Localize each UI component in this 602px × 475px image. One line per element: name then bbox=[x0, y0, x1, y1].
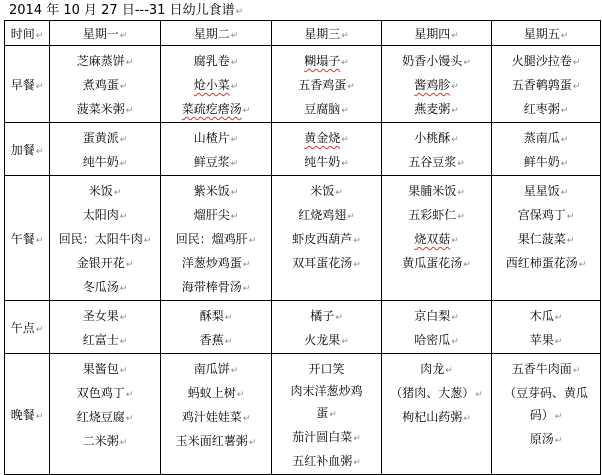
day-header-mon: 星期一↵ bbox=[50, 21, 161, 46]
dish: 腐乳卷↵ bbox=[193, 54, 239, 68]
dish: 蛋黄派↵ bbox=[82, 131, 128, 145]
breakfast-row bbox=[5, 46, 601, 123]
dish: 糊塌子↵ bbox=[304, 54, 349, 68]
dish: 山楂片↵ bbox=[193, 131, 239, 145]
dish: 双耳蛋花汤↵ bbox=[292, 256, 361, 270]
dish: 芝麻蒸饼↵ bbox=[76, 54, 134, 68]
menu-cell bbox=[161, 354, 272, 475]
dish: 五彩虾仁↵ bbox=[408, 208, 465, 222]
dish: 奶香小馒头↵ bbox=[402, 54, 471, 68]
menu-cell bbox=[50, 176, 161, 301]
dish: 回民：太阳牛肉↵ bbox=[58, 232, 152, 246]
dish: 虾皮西葫芦↵ bbox=[292, 232, 361, 246]
menu-table bbox=[4, 20, 601, 475]
dish: 蛋↵ bbox=[316, 406, 337, 420]
afternoon-snack-row bbox=[5, 301, 601, 354]
day-header-thu: 星期四↵ bbox=[382, 21, 492, 46]
dish: 京白梨↵ bbox=[414, 309, 459, 323]
dish: 纯牛奶↵ bbox=[82, 155, 128, 169]
meal-label: 加餐↵ bbox=[5, 123, 50, 176]
dish: 洋葱炒鸡蛋↵ bbox=[181, 256, 251, 270]
dish: 蚂蚁上树↵ bbox=[187, 386, 245, 400]
menu-cell bbox=[50, 46, 161, 123]
dish: 南瓜饼↵ bbox=[193, 362, 239, 376]
snack-row bbox=[5, 123, 601, 176]
menu-cell bbox=[382, 354, 492, 475]
dish: 枸杞山药粥↵ bbox=[402, 410, 471, 424]
dish: 黄瓜蛋花汤↵ bbox=[402, 256, 471, 270]
time-header: 时间↵ bbox=[5, 21, 50, 46]
dish: 纯牛奶↵ bbox=[304, 155, 349, 169]
menu-cell bbox=[382, 46, 492, 123]
dish: 玉米面红薯粥↵ bbox=[175, 434, 257, 448]
dish: 米饭↵ bbox=[310, 184, 343, 198]
dish: 宫保鸡丁↵ bbox=[517, 208, 575, 222]
dish: 米饭↵ bbox=[88, 184, 122, 198]
dish: 开口笑 bbox=[308, 362, 345, 376]
dish: 豆腐脑↵ bbox=[304, 102, 349, 116]
day-header-fri: 星期五↵ bbox=[492, 21, 601, 46]
dish: 五香鹌鹑蛋↵ bbox=[511, 78, 581, 92]
dish: 茄汁圆白菜↵ bbox=[292, 430, 361, 444]
dish: 鲜豆浆↵ bbox=[193, 155, 239, 169]
dish: 红枣粥↵ bbox=[523, 102, 569, 116]
menu-cell bbox=[382, 301, 492, 354]
meal-label: 午餐↵ bbox=[5, 176, 50, 301]
dish: 果酱包↵ bbox=[82, 362, 128, 376]
menu-cell bbox=[492, 354, 601, 475]
dish: 五香鸡蛋↵ bbox=[298, 78, 355, 92]
dish: 五香牛肉面↵ bbox=[511, 362, 581, 376]
menu-cell bbox=[161, 301, 272, 354]
day-header-wed: 星期三↵ bbox=[272, 21, 382, 46]
dish: 火腿沙拉卷↵ bbox=[511, 54, 581, 68]
dish: 木瓜↵ bbox=[529, 309, 563, 323]
dish: 炝小菜↵ bbox=[193, 78, 239, 92]
menu-cell bbox=[382, 176, 492, 301]
menu-cell bbox=[161, 46, 272, 123]
dish: 码）↵ bbox=[529, 408, 563, 422]
menu-cell bbox=[492, 176, 601, 301]
dish: 冬瓜汤↵ bbox=[82, 280, 128, 294]
dish: 烧双菇↵ bbox=[414, 232, 459, 246]
menu-cell bbox=[50, 123, 161, 176]
dish: 火龙果↵ bbox=[304, 333, 349, 347]
dish: 黄金烧↵ bbox=[304, 131, 349, 145]
dish: 红烧豆腐↵ bbox=[76, 410, 134, 424]
dish: 五谷豆浆↵ bbox=[408, 155, 465, 169]
dish: 鸡汁娃娃菜↵ bbox=[181, 410, 251, 424]
header-row bbox=[5, 21, 601, 46]
menu-cell bbox=[272, 46, 382, 123]
menu-cell bbox=[272, 123, 382, 176]
menu-cell bbox=[50, 301, 161, 354]
day-header-tue: 星期二↵ bbox=[161, 21, 272, 46]
dish: 果仁菠菜↵ bbox=[517, 232, 575, 246]
meal-label: 早餐↵ bbox=[5, 46, 50, 123]
dish: 酱鸡胗↵ bbox=[414, 78, 459, 92]
dish: 哈密瓜↵ bbox=[414, 333, 459, 347]
dish: （猪肉、大葱）↵ bbox=[390, 386, 483, 400]
menu-cell bbox=[50, 354, 161, 475]
dish: 肉龙↵ bbox=[420, 362, 453, 376]
dish: 太阳肉↵ bbox=[82, 208, 128, 222]
menu-cell bbox=[161, 176, 272, 301]
dish: （豆芽码、黄瓜 bbox=[503, 386, 588, 400]
lunch-row bbox=[5, 176, 601, 301]
dish: 菜疏疙瘩汤↵ bbox=[181, 102, 251, 116]
dish: 蒸南瓜↵ bbox=[523, 131, 569, 145]
dish: 果脯米饭↵ bbox=[408, 184, 465, 198]
dish: 双色鸡丁↵ bbox=[76, 386, 134, 400]
menu-cell bbox=[492, 46, 601, 123]
dish: 菠菜米粥↵ bbox=[76, 102, 134, 116]
dish: 肉末洋葱炒鸡 bbox=[290, 384, 363, 398]
dinner-row bbox=[5, 354, 601, 475]
dish: 原汤↵ bbox=[529, 432, 563, 446]
dish: 酥梨↵ bbox=[199, 309, 233, 323]
dish: 紫米饭↵ bbox=[193, 184, 239, 198]
menu-cell bbox=[492, 301, 601, 354]
dish: 金银开花↵ bbox=[76, 256, 134, 270]
menu-cell bbox=[382, 123, 492, 176]
menu-cell bbox=[272, 354, 382, 475]
dish: 圣女果↵ bbox=[82, 309, 128, 323]
dish: 煮鸡蛋↵ bbox=[82, 78, 128, 92]
dish: 海带棒骨汤↵ bbox=[181, 280, 251, 294]
dish: 红烧鸡翅↵ bbox=[298, 208, 355, 222]
dish: 红富士↵ bbox=[82, 333, 128, 347]
dish: 五红补血粥↵ bbox=[292, 454, 361, 468]
dish: 星星饭↵ bbox=[523, 184, 569, 198]
dish: 香蕉↵ bbox=[199, 333, 233, 347]
menu-cell bbox=[272, 176, 382, 301]
meal-label: 午点↵ bbox=[5, 301, 50, 354]
dish: 鲜牛奶↵ bbox=[523, 155, 569, 169]
menu-cell bbox=[272, 301, 382, 354]
dish: 橘子↵ bbox=[310, 309, 343, 323]
dish: 苹果↵ bbox=[529, 333, 563, 347]
meal-label: 晚餐↵ bbox=[5, 354, 50, 475]
dish: 二米粥↵ bbox=[82, 434, 128, 448]
dish: 回民：熘鸡肝↵ bbox=[175, 232, 257, 246]
page-title: 2014 年 10 月 27 日---31 日幼儿食谱↵ bbox=[9, 3, 244, 18]
menu-cell bbox=[492, 123, 601, 176]
dish: 燕麦粥↵ bbox=[414, 102, 459, 116]
dish: 西红柿蛋花汤↵ bbox=[505, 256, 587, 270]
dish: 小桃酥↵ bbox=[414, 131, 459, 145]
menu-cell bbox=[161, 123, 272, 176]
dish: 熘肝尖↵ bbox=[193, 208, 239, 222]
